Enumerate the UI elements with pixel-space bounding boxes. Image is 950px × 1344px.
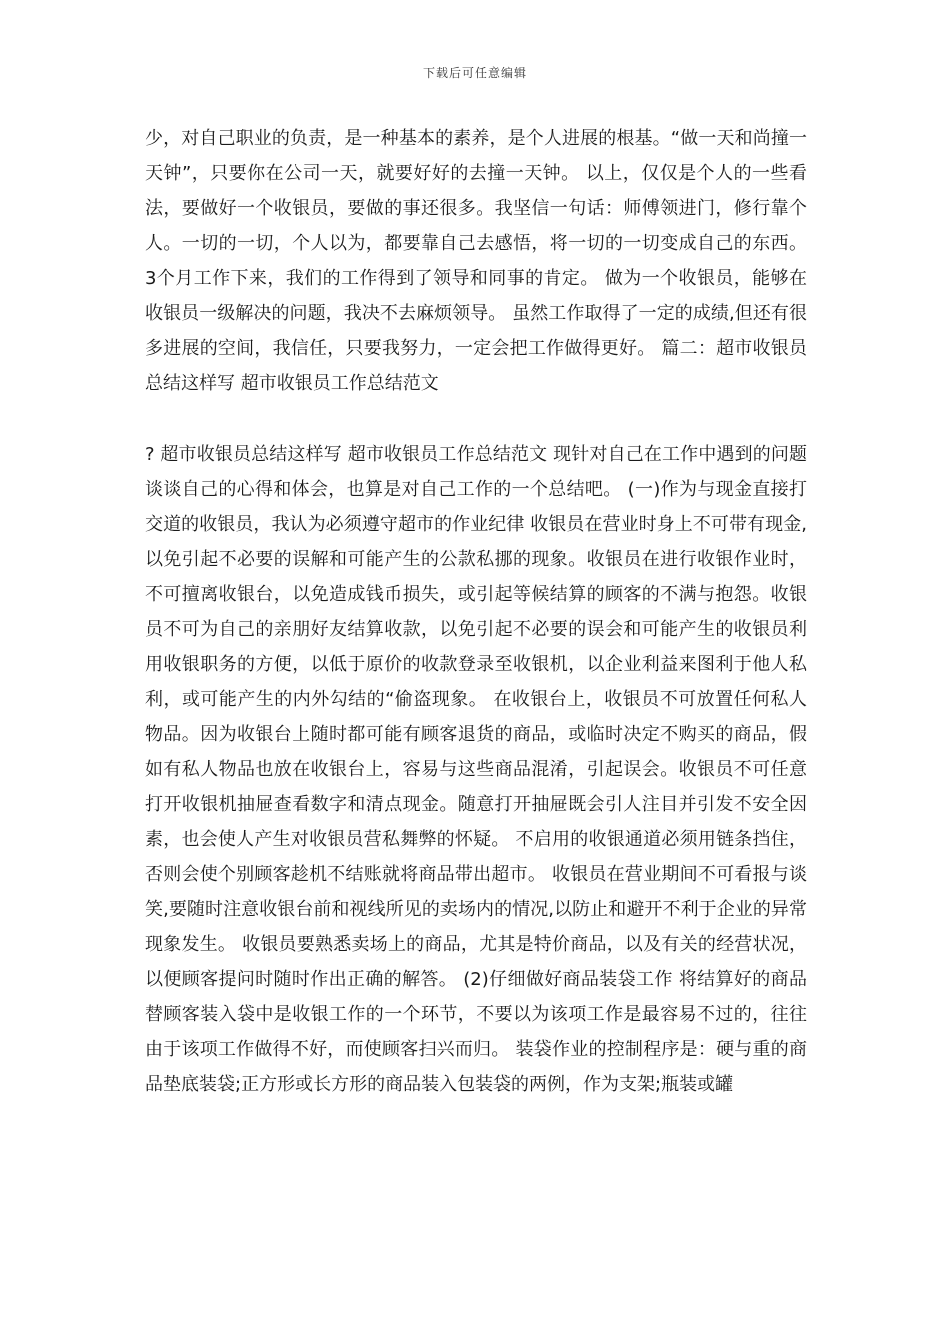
body-paragraph-1: 少，对自己职业的负责，是一种基本的素养，是个人进展的根基。“做一天和尚撞一天钟”，只要你在公司一天，就要好好的去撞一天钟。 以上，仅仅是个人的一些看法，要做好一个收银员，要做的事还很多。我坚信一句话：师傅领进门，修行靠个人。一切的一切，个人以为，都要靠自己去感悟，将一切的一切变成自己的东西。 3个月工作下来，我们的工作得到了领导和同事的肯定。 做为一个收银员，能够在收银员一级解决的问题，我决不去麻烦领导。 虽然工作取得了一定的成绩,但还有很多进展的空间，我信任，只要我努力，一定会把工作做得更好。 篇二：超市收银员总结这样写 超市收银员工作总结范文 — [145, 128, 807, 394]
body-paragraph-2: ? 超市收银员总结这样写 超市收银员工作总结范文 现针对自己在工作中遇到的问题谈谈自己的心得和体会，也算是对自己工作的一个总结吧。 (一)作为与现金直接打交道的收银员，我认为必须遵守超市的作业纪律 收银员在营业时身上不可带有现金,以免引起不必要的误解和可能产生的公款私挪的现象。收银员在进行收银作业时，不可擅离收银台，以免造成钱币损失，或引起等候结算的顾客的不满与抱怨。收银员不可为自己的亲朋好友结算收款，以免引起不必要的误会和可能产生的收银员利用收银职务的方便，以低于原价的收款登录至收银机，以企业利益来图利于他人私利，或可能产生的内外勾结的“偷盗现象。 在收银台上，收银员不可放置任何私人物品。因为收银台上随时都可能有顾客退货的商品，或临时决定不购买的商品，假如有私人物品也放在收银台上，容易与这些商品混淆，引起误会。收银员不可任意打开收银机抽屉查看数字和清点现金。随意打开抽屉既会引人注目并引发不安全因素，也会使人产生对收银员营私舞弊的怀疑。 不启用的收银通道必须用链条挡住，否则会使个别顾客趁机不结账就将商品带出超市。 收银员在营业期间不可看报与谈笑,要随时注意收银台前和视线所见的卖场内的情况,以防止和避开不利于企业的异常现象发生。 收银员要熟悉卖场上的商品，尤其是特价商品，以及有关的经营状况，以便顾客提问时随时作出正确的解答。 (2)仔细做好商品装袋工作 将结算好的商品替顾客装入袋中是收银工作的一个环节，不要以为该项工作是最容易不过的，往往由于该项工作做得不好，而使顾客扫兴而归。 装袋作业的控制程序是：硬与重的商品垫底装袋;正方形或长方形的商品装入包装袋的两例，作为支架;瓶装或罐 — [145, 444, 807, 1095]
page-header-note: 下载后可任意编辑 — [422, 66, 527, 80]
